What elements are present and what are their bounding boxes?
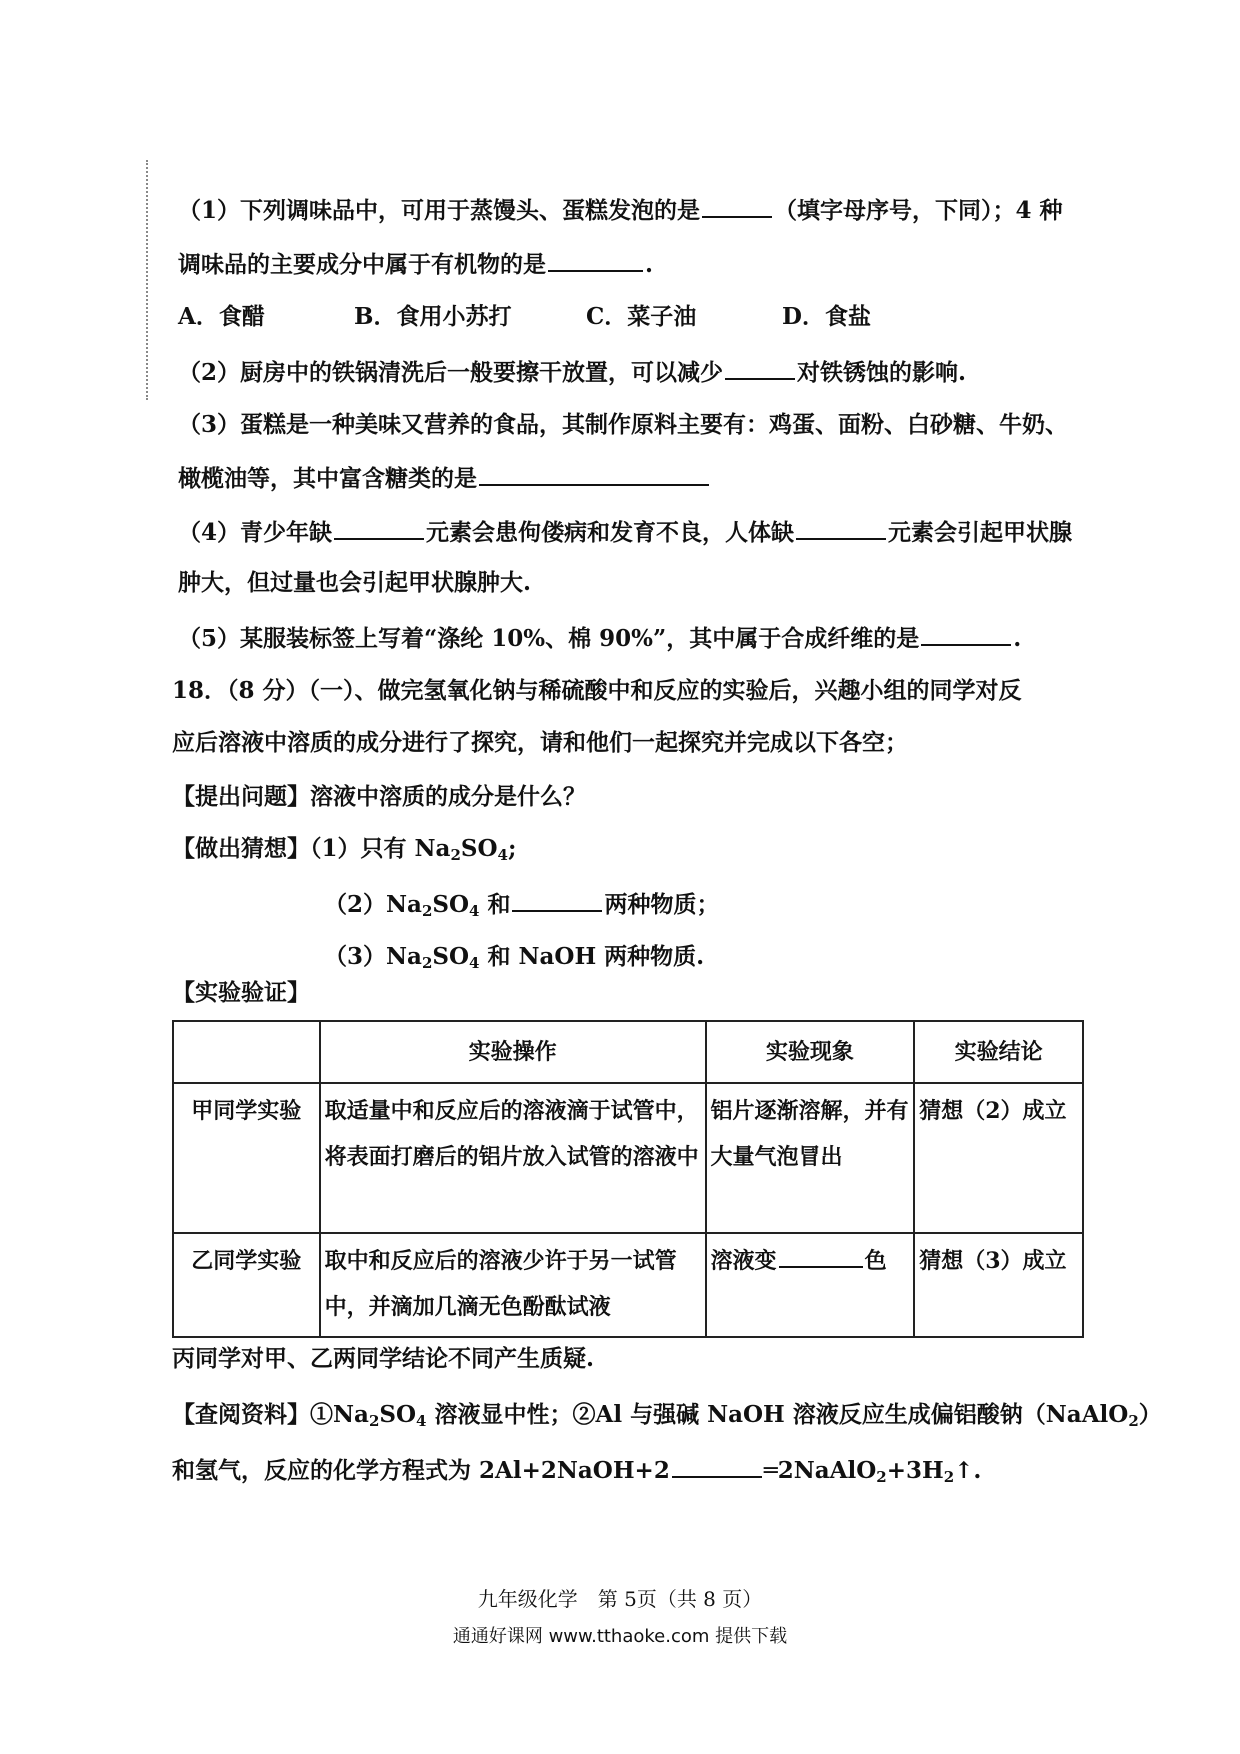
q17-part4-text: （4）青少年缺 [178,519,333,546]
guess-text: 两种物质； [604,891,720,918]
guess-text: SO [432,891,470,918]
option-b: B．食用小苏打 [354,303,512,330]
q17-part4-line2 [178,568,531,598]
answer-blank[interactable] [334,516,424,540]
table-header-cell: 实验现象 [706,1021,915,1083]
guess-text: ; [507,835,517,862]
subscript: 2 [876,1468,887,1486]
table-cell-who: 甲同学实验 [173,1083,320,1233]
q18-doubt [172,1344,594,1374]
q17-part4-text: 肿大，但过量也会引起甲状腺肿大. [178,569,532,596]
q18-question [172,782,586,812]
table-cell-conclusion: 猜想（3）成立 [914,1233,1083,1337]
q17-part5-text: （5）某服装标签上写着“涤纶 10%、棉 90%”，其中属于合成纤维的是 [178,625,920,652]
q18-intro-line2 [172,728,908,758]
table-header-row [173,1021,1083,1083]
option-c: C．菜子油 [586,303,697,330]
q17-part3-text: 橄榄油等，其中富含糖类的是 [178,465,477,492]
q17-part2 [178,356,966,388]
doubt-text: 丙同学对甲、乙两同学结论不同产生质疑. [172,1345,595,1372]
subscript: 4 [416,1412,427,1430]
q17-part2-text: （2）厨房中的铁锅清洗后一般要擦干放置，可以减少 [178,359,724,386]
subscript: 2 [1128,1412,1139,1430]
subscript: 2 [450,846,461,864]
guess-text: （2）Na [324,891,422,918]
table-cell-operation: 取适量中和反应后的溶液滴于试管中，将表面打磨后的铝片放入试管的溶液中 [320,1083,706,1233]
reference-text: ） [1138,1401,1162,1428]
table-cell-who: 乙同学实验 [173,1233,320,1337]
phenomenon-text: 溶液变 [710,1248,777,1274]
binding-margin-line [146,160,148,400]
q17-part3-line2 [178,462,711,494]
guess-text: 和 [479,891,511,918]
q17-options [178,302,871,332]
verify-heading-text: 【实验验证】 [172,979,310,1006]
option-d: D．食盐 [782,303,871,330]
answer-blank[interactable] [548,248,643,272]
experiment-table [172,1020,1084,1338]
q18-verify-heading [172,978,310,1008]
subscript: 2 [368,1412,380,1430]
answer-blank[interactable] [796,516,886,540]
guess-text: （1）只有 Na [310,835,451,862]
equation-text: +3H [886,1457,944,1484]
q17-part3-line1 [178,410,1068,440]
answer-blank[interactable] [779,1244,863,1268]
source-note: 通通好课网 www.tthaoke.com 提供下载 [452,1626,788,1647]
subscript: 4 [469,902,480,920]
equation-text: 和氢气，反应的化学方程式为 2Al+2NaOH+2 [172,1457,670,1484]
equation-text: ═2NaAlO [763,1457,877,1484]
option-a: A．食醋 [178,303,265,330]
subscript: 2 [943,1468,955,1486]
answer-blank[interactable] [725,356,795,380]
table-header-cell: 实验操作 [320,1021,706,1083]
q17-part4-line1 [178,516,1072,548]
q18-intro-text: 应后溶液中溶质的成分进行了探究，请和他们一起探究并完成以下各空； [172,729,908,756]
table-cell-conclusion: 猜想（2）成立 [914,1083,1083,1233]
q17-part3-text: （3）蛋糕是一种美味又营养的食品，其制作原料主要有：鸡蛋、面粉、白砂糖、牛奶、 [178,411,1069,438]
table-cell-phenomenon: 铝片逐渐溶解，并有大量气泡冒出 [706,1083,915,1233]
subscript: 4 [469,954,480,972]
q17-part1-line1 [178,194,1063,226]
phenomenon-text: 色 [864,1248,887,1274]
table-header-cell: 实验结论 [914,1021,1083,1083]
q17-part5 [178,622,1021,654]
answer-blank[interactable] [672,1454,762,1478]
q18-equation [172,1454,981,1492]
q17-part1-text: 调味品的主要成分中属于有机物的是 [178,251,546,278]
reference-text: 【查阅资料】①Na [172,1401,369,1428]
answer-blank[interactable] [921,622,1011,646]
q17-part2-text: 对铁锈蚀的影响. [797,359,967,386]
answer-blank[interactable] [479,462,709,486]
subscript: 4 [497,846,508,864]
reference-text: SO [379,1401,417,1428]
q18-guess-2 [324,888,719,926]
q17-part4-text: 元素会引起甲状腺 [888,519,1073,546]
q17-part1-text: （填字母序号，下同）；4 种 [774,197,1063,224]
reference-text: 溶液显中性；②Al 与强碱 NaOH 溶液反应生成偏铝酸钠（NaAlO [426,1401,1129,1428]
answer-blank[interactable] [702,194,772,218]
q17-part5-text: . [1013,625,1022,652]
table-cell-operation: 取中和反应后的溶液少许于另一试管中，并滴加几滴无色酚酞试液 [320,1233,706,1337]
q18-intro-line1 [172,676,1022,706]
q18-reference [172,1400,1162,1436]
q17-part1-text: （1）下列调味品中，可用于蒸馒头、蛋糕发泡的是 [178,197,701,224]
page-footer: 九年级化学 第 5页（共 8 页） [477,1587,763,1611]
guess-text: SO [432,943,470,970]
guess-text: SO [460,835,498,862]
q17-part1-text: . [645,251,654,278]
q18-question-text: 【提出问题】溶液中溶质的成分是什么？ [172,783,586,810]
equation-text: ↑. [954,1457,982,1484]
q18-guess-1 [172,834,516,870]
table-cell-phenomenon [706,1233,915,1337]
subscript: 2 [421,902,433,920]
q17-part1-line2 [178,248,653,280]
table-header-cell [173,1021,320,1083]
q18-guess-3 [324,942,704,978]
table-row [173,1233,1083,1337]
guess-text: 和 NaOH 两种物质. [479,943,705,970]
guess-text: （3）Na [324,943,422,970]
answer-blank[interactable] [512,888,602,912]
table-row [173,1083,1083,1233]
guess-heading: 【做出猜想】 [172,835,310,862]
q18-intro-text: 18．（8 分）（一）、做完氢氧化钠与稀硫酸中和反应的实验后，兴趣小组的同学对反 [172,677,1022,704]
q17-part4-text: 元素会患佝偻病和发育不良，人体缺 [426,519,795,546]
subscript: 2 [421,954,433,972]
